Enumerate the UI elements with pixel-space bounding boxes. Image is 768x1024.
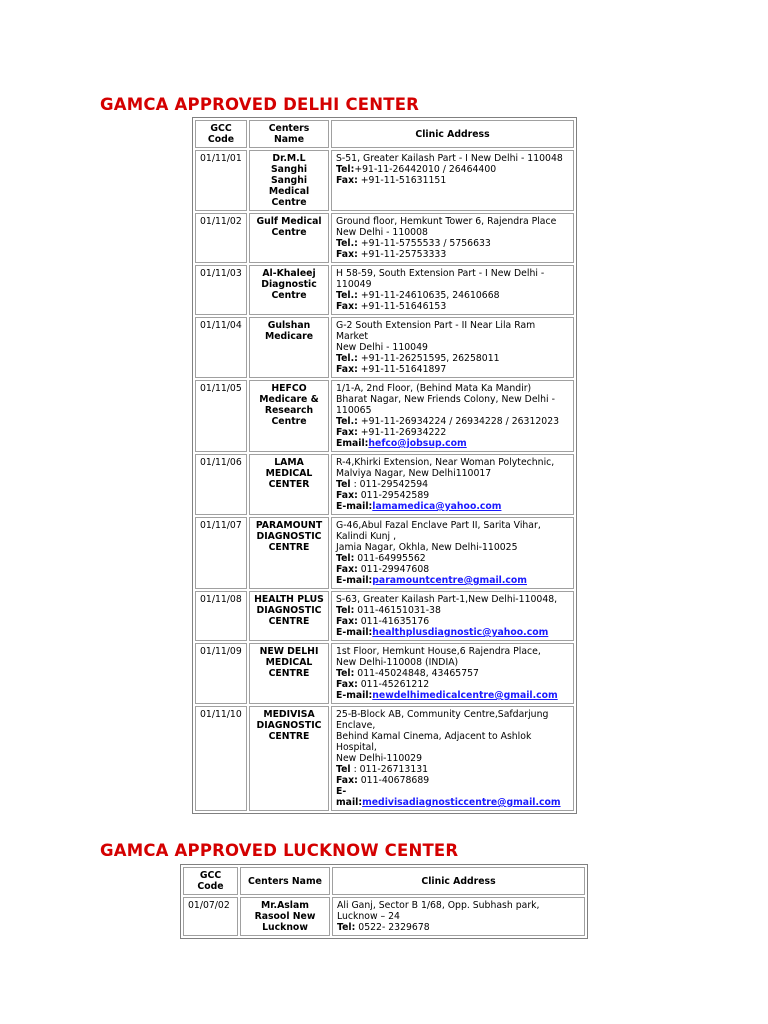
address-line [336, 679, 569, 690]
field-label: Fax: [336, 364, 358, 375]
table-row [195, 317, 574, 378]
address-line [336, 786, 569, 808]
address-line [336, 764, 569, 775]
field-value: Behind Kamal Cinema, Adjacent to Ashlok Hospital, [336, 731, 535, 753]
field-label: Tel: [336, 605, 355, 616]
address-line [337, 922, 580, 933]
delhi-table-body [195, 150, 574, 811]
field-value: S-63, Greater Kailash Part-1,New Delhi-110048, [336, 594, 558, 605]
address-line [336, 731, 569, 753]
address-line [336, 668, 569, 679]
delhi-title: GAMCA APPROVED DELHI CENTER [100, 95, 420, 114]
address-line [336, 616, 569, 627]
field-label: Tel [336, 479, 351, 490]
table-row [195, 643, 574, 704]
field-value: Ground floor, Hemkunt Tower 6, Rajendra Place [336, 216, 557, 227]
address-line [336, 490, 569, 501]
field-value: 011-64995562 [354, 553, 426, 564]
gcc-code: 01/11/07 [195, 517, 247, 589]
address-line [336, 709, 569, 731]
gcc-code: 01/11/03 [195, 265, 247, 315]
clinic-address [331, 706, 574, 811]
field-value: G-2 South Extension Part - II Near Lila Ram Market [336, 320, 539, 342]
clinic-address [331, 150, 574, 211]
table-row [195, 517, 574, 589]
field-label: E-mail: [336, 690, 373, 701]
field-value: +91-11-25753333 [357, 249, 447, 260]
email-link[interactable]: lamamedica@yahoo.com [372, 501, 502, 512]
field-value: 25-B-Block AB, Community Centre,Safdarjung Enclave, [336, 709, 552, 731]
field-label: Fax: [336, 301, 358, 312]
field-label: Tel [336, 764, 351, 775]
field-value: Jamia Nagar, Okhla, New Delhi-110025 [336, 542, 518, 553]
header-centers-name: Centers Name [249, 120, 329, 148]
clinic-address [332, 897, 585, 936]
address-line [336, 249, 569, 260]
address-line [336, 153, 569, 164]
address-line [336, 575, 569, 586]
field-value: Ali Ganj, Sector B 1/68, Opp. Subhash park, Lucknow – 24 [337, 900, 543, 922]
center-name: NEW DELHI MEDICAL CENTRE [249, 643, 329, 704]
address-line [336, 479, 569, 490]
field-label: Email: [336, 438, 369, 449]
field-label: Tel.: [336, 353, 358, 364]
field-value: 011-41635176 [357, 616, 430, 627]
table-row [195, 213, 574, 263]
lucknow-title: GAMCA APPROVED LUCKNOW CENTER [100, 841, 459, 860]
field-value: +91-11-26251595, 26258011 [357, 353, 500, 364]
field-label: Fax: [336, 775, 358, 786]
center-name: HEFCO Medicare & Research Centre [249, 380, 329, 452]
field-label: Tel.: [336, 290, 358, 301]
address-line [336, 542, 569, 553]
gcc-code: 01/07/02 [183, 897, 238, 936]
field-value: +91-11-26934224 / 26934228 / 26312023 [357, 416, 560, 427]
field-value: +91-11-24610635, 24610668 [357, 290, 500, 301]
center-name: Gulf Medical Centre [249, 213, 329, 263]
field-value: +91-11-51641897 [357, 364, 447, 375]
address-line [336, 553, 569, 564]
center-name: Gulshan Medicare [249, 317, 329, 378]
header-centers-name: Centers Name [240, 867, 330, 895]
field-label: Fax: [336, 249, 358, 260]
address-line [336, 175, 569, 186]
field-value: 011-46151031-38 [354, 605, 441, 616]
address-line [336, 457, 569, 479]
lucknow-centers-table [180, 864, 588, 939]
field-value: 0522- 2329678 [355, 922, 430, 933]
address-line [336, 690, 569, 701]
field-label: Fax: [336, 616, 358, 627]
table-row [183, 897, 585, 936]
field-label: Tel: [336, 164, 355, 175]
field-value: : 011-29542594 [350, 479, 429, 490]
address-line [336, 342, 569, 353]
clinic-address [331, 317, 574, 378]
address-line [336, 301, 569, 312]
field-value: 1st Floor, Hemkunt House,6 Rajendra Place, [336, 646, 541, 657]
field-label: Tel: [336, 668, 355, 679]
address-line [336, 216, 569, 227]
field-label: Fax: [336, 427, 358, 438]
email-link[interactable]: medivisadiagnosticcentre@gmail.com [362, 797, 561, 808]
address-line [336, 164, 569, 175]
field-value: 1/1-A, 2nd Floor, (Behind Mata Ka Mandir) [336, 383, 532, 394]
clinic-address [331, 380, 574, 452]
field-value: +91-11-26934222 [357, 427, 447, 438]
table-row [195, 706, 574, 811]
field-value: : 011-26713131 [350, 764, 429, 775]
field-value: 011-29947608 [357, 564, 430, 575]
address-line [336, 775, 569, 786]
field-label: E-mail: [336, 786, 363, 808]
field-label: Fax: [336, 679, 358, 690]
table-row [195, 265, 574, 315]
address-line [336, 320, 569, 342]
field-value: New Delhi-110008 (INDIA) [336, 657, 459, 668]
field-value: +91-11-51646153 [357, 301, 447, 312]
field-value: G-46,Abul Fazal Enclave Part II, Sarita Vihar, Kalindi Kunj , [336, 520, 544, 542]
table-row [195, 150, 574, 211]
gcc-code: 01/11/02 [195, 213, 247, 263]
email-link[interactable]: hefco@jobsup.com [368, 438, 467, 449]
field-value: 011-45024848, 43465757 [354, 668, 479, 679]
address-line [336, 564, 569, 575]
field-label: E-mail: [336, 501, 373, 512]
table-row [195, 380, 574, 452]
gcc-code: 01/11/04 [195, 317, 247, 378]
header-clinic-address: Clinic Address [331, 120, 574, 148]
address-line [336, 627, 569, 638]
field-label: Fax: [336, 564, 358, 575]
address-line [336, 427, 569, 438]
clinic-address [331, 265, 574, 315]
clinic-address [331, 213, 574, 263]
field-value: 011-45261212 [357, 679, 430, 690]
field-label: Fax: [336, 490, 358, 501]
field-value: 011-29542589 [357, 490, 430, 501]
gcc-code: 01/11/05 [195, 380, 247, 452]
center-name: PARAMOUNT DIAGNOSTIC CENTRE [249, 517, 329, 589]
address-line [336, 394, 569, 416]
email-link[interactable]: paramountcentre@gmail.com [372, 575, 527, 586]
table-header-row [195, 120, 574, 148]
gcc-code: 01/11/01 [195, 150, 247, 211]
clinic-address [331, 454, 574, 515]
address-line [336, 353, 569, 364]
gcc-code: 01/11/08 [195, 591, 247, 641]
address-line [336, 501, 569, 512]
field-value: Bharat Nagar, New Friends Colony, New Delhi - 110065 [336, 394, 558, 416]
address-line [336, 364, 569, 375]
field-label: Fax: [336, 175, 358, 186]
center-name: LAMA MEDICAL CENTER [249, 454, 329, 515]
field-label: Tel.: [336, 238, 358, 249]
field-value: New Delhi-110029 [336, 753, 423, 764]
center-name: Mr.Aslam Rasool New Lucknow [240, 897, 330, 936]
table-row [195, 591, 574, 641]
address-line [336, 290, 569, 301]
delhi-centers-table [192, 117, 577, 814]
field-value: H 58-59, South Extension Part - I New Delhi - 110049 [336, 268, 548, 290]
address-line [336, 416, 569, 427]
field-label: Tel.: [336, 416, 358, 427]
field-value: New Delhi - 110008 [336, 227, 428, 238]
field-value: 011-40678689 [357, 775, 430, 786]
address-line [336, 753, 569, 764]
field-label: E-mail: [336, 627, 373, 638]
address-line [336, 594, 569, 605]
header-clinic-address: Clinic Address [332, 867, 585, 895]
header-gcc-code: GCC Code [195, 120, 247, 148]
field-value: +91-11-5755533 / 5756633 [357, 238, 491, 249]
clinic-address [331, 591, 574, 641]
center-name: MEDIVISA DIAGNOSTIC CENTRE [249, 706, 329, 811]
field-value: R-4,Khirki Extension, Near Woman Polytechnic, Malviya Nagar, New Delhi110017 [336, 457, 558, 479]
address-line [337, 900, 580, 922]
field-label: E-mail: [336, 575, 373, 586]
lucknow-table-body [183, 897, 585, 936]
table-header-row [183, 867, 585, 895]
clinic-address [331, 643, 574, 704]
address-line [336, 646, 569, 657]
gcc-code: 01/11/09 [195, 643, 247, 704]
field-value: +91-11-51631151 [357, 175, 447, 186]
field-label: Tel: [337, 922, 356, 933]
center-name: Dr.M.L Sanghi Sanghi Medical Centre [249, 150, 329, 211]
address-line [336, 438, 569, 449]
address-line [336, 657, 569, 668]
table-row [195, 454, 574, 515]
field-value: New Delhi - 110049 [336, 342, 428, 353]
email-link[interactable]: newdelhimedicalcentre@gmail.com [372, 690, 558, 701]
address-line [336, 227, 569, 238]
center-name: HEALTH PLUS DIAGNOSTIC CENTRE [249, 591, 329, 641]
field-label: Tel: [336, 553, 355, 564]
clinic-address [331, 517, 574, 589]
field-value: +91-11-26442010 / 26464400 [354, 164, 497, 175]
email-link[interactable]: healthplusdiagnostic@yahoo.com [372, 627, 549, 638]
address-line [336, 268, 569, 290]
gcc-code: 01/11/10 [195, 706, 247, 811]
gcc-code: 01/11/06 [195, 454, 247, 515]
field-value: S-51, Greater Kailash Part - I New Delhi - 110048 [336, 153, 563, 164]
center-name: Al-Khaleej Diagnostic Centre [249, 265, 329, 315]
address-line [336, 520, 569, 542]
address-line [336, 605, 569, 616]
address-line [336, 238, 569, 249]
header-gcc-code: GCC Code [183, 867, 238, 895]
address-line [336, 383, 569, 394]
